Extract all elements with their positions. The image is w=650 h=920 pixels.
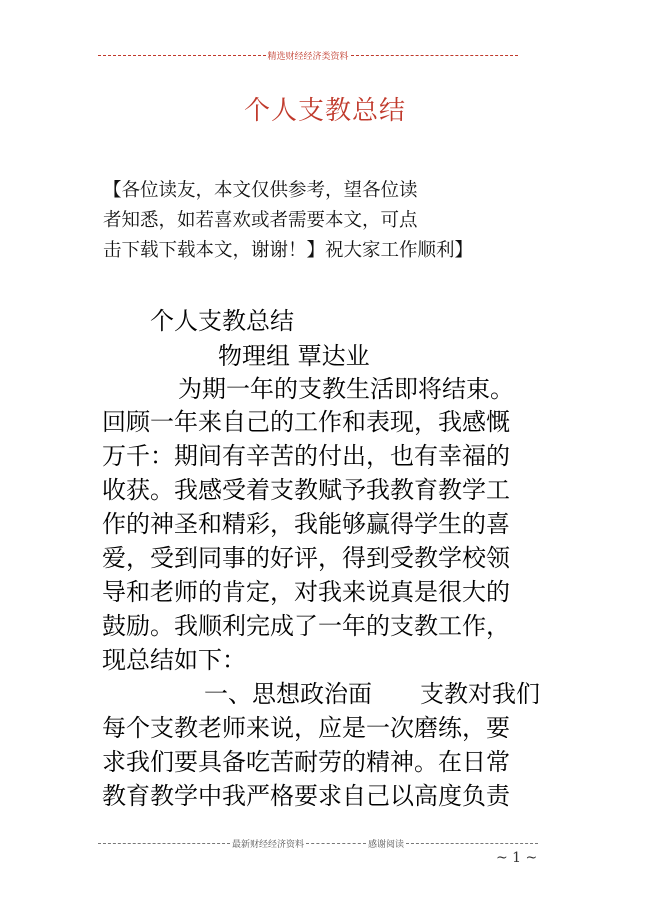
paragraph-line: 导和老师的肯定，对我来说真是很大的 [102,578,510,606]
paragraph-line: 万千：期间有辛苦的付出，也有幸福的 [102,442,510,470]
article-heading: 个人支教总结 [150,307,294,335]
paragraph-line: 现总结如下： [102,646,246,674]
paragraph-line: 爱，受到同事的好评，得到受教学校领 [102,544,510,572]
paragraph-line: 作的神圣和精彩，我能够赢得学生的喜 [102,510,510,538]
paragraph-line: 求我们要具备吃苦耐劳的精神。在日常 [102,748,510,776]
page-number: ~ 1 ~ [496,850,538,866]
article-byline: 物理组 覃达业 [218,342,370,370]
footer-rule-line-right [406,843,538,844]
notice-line-1: 【各位读友，本文仅供参考，望各位读 [103,180,418,201]
header-label: 精选财经经济类资料 [267,51,349,62]
paragraph-line: 教育教学中我严格要求自己以高度负责 [102,782,510,810]
paragraph-line: 每个支教老师来说，应是一次磨练，要 [102,714,510,742]
footer-right-label: 感谢阅读 [368,839,405,850]
paragraph-line: 为期一年的支教生活即将结束。 [178,375,514,403]
footer-left-label: 最新财经经济资料 [231,839,304,850]
paragraph-line: 收获。我感受着支教赋予我教育教学工 [102,476,510,504]
footer-rule-line-left [98,843,230,844]
paragraph-line: 回顾一年来自己的工作和表现，我感慨 [102,408,510,436]
notice-line-3: 击下载下载本文，谢谢！】祝大家工作顺利】 [103,240,474,261]
header-rule-line-right [351,55,519,56]
section-heading-line: 一、思想政治面 支教对我们 [204,680,540,708]
paragraph-line: 鼓励。我顺利完成了一年的支教工作， [102,612,510,640]
footer-rule-line-middle [306,843,366,844]
notice-line-2: 者知悉，如若喜欢或者需要本文，可点 [103,210,418,231]
document-title: 个人支教总结 [243,96,406,126]
header-rule [98,48,518,62]
footer-rule [98,836,538,850]
header-rule-line-left [98,55,266,56]
